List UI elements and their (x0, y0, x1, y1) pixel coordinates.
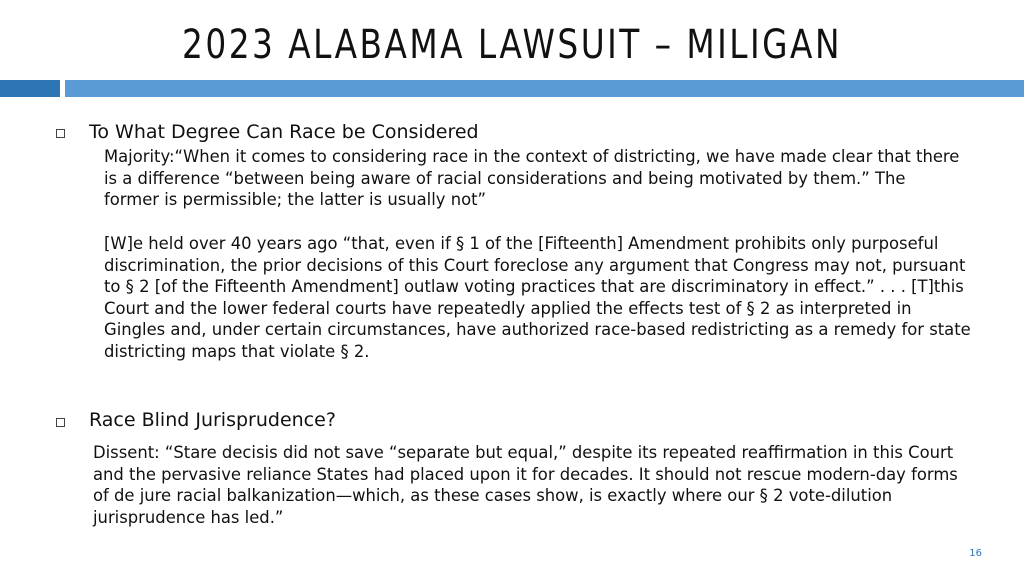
square-bullet-icon (56, 129, 65, 138)
section-heading: To What Degree Can Race be Considered (89, 121, 479, 143)
header-accent-bar-right (65, 80, 1024, 97)
majority-quote: Majority:“When it comes to considering race in the context of districting, we have made clear that there is a difference “between being aware of racial considerations and being motivated by them.” The former is permissible; the latter is usually not” (104, 147, 960, 209)
page-number: 16 (969, 548, 982, 559)
square-bullet-icon (56, 418, 65, 427)
header-accent-bar-left (0, 80, 60, 97)
dissent-quote: Dissent: “Stare decisis did not save “separate but equal,” despite its repeated reaffirmation in this Court and the pervasive reliance States had placed upon it for decades. It should not rescue modern-day forms of de jure racial balkanization—which, as these cases show, is exactly where our § 2 vote-dilution jurisprudence has led.” (93, 443, 958, 527)
slide-title: 2023 ALABAMA LAWSUIT – MILIGAN (182, 22, 842, 68)
precedent-quote: [W]e held over 40 years ago “that, even if § 1 of the [Fifteenth] Amendment prohibits only purposeful discrimination, the prior decisions of this Court foreclose any argument that Congress may not, pursuant to § 2 [of the Fifteenth Amendment] outlaw voting practices that are discriminatory in effect.” . . . [T]this Court and the lower federal courts have repeatedly applied the effects test of § 2 as interpreted in Gingles and, under certain circumstances, have authorized race-based redistricting as a remedy for state districting maps that violate § 2. (104, 234, 971, 361)
section-heading: Race Blind Jurisprudence? (89, 409, 336, 431)
